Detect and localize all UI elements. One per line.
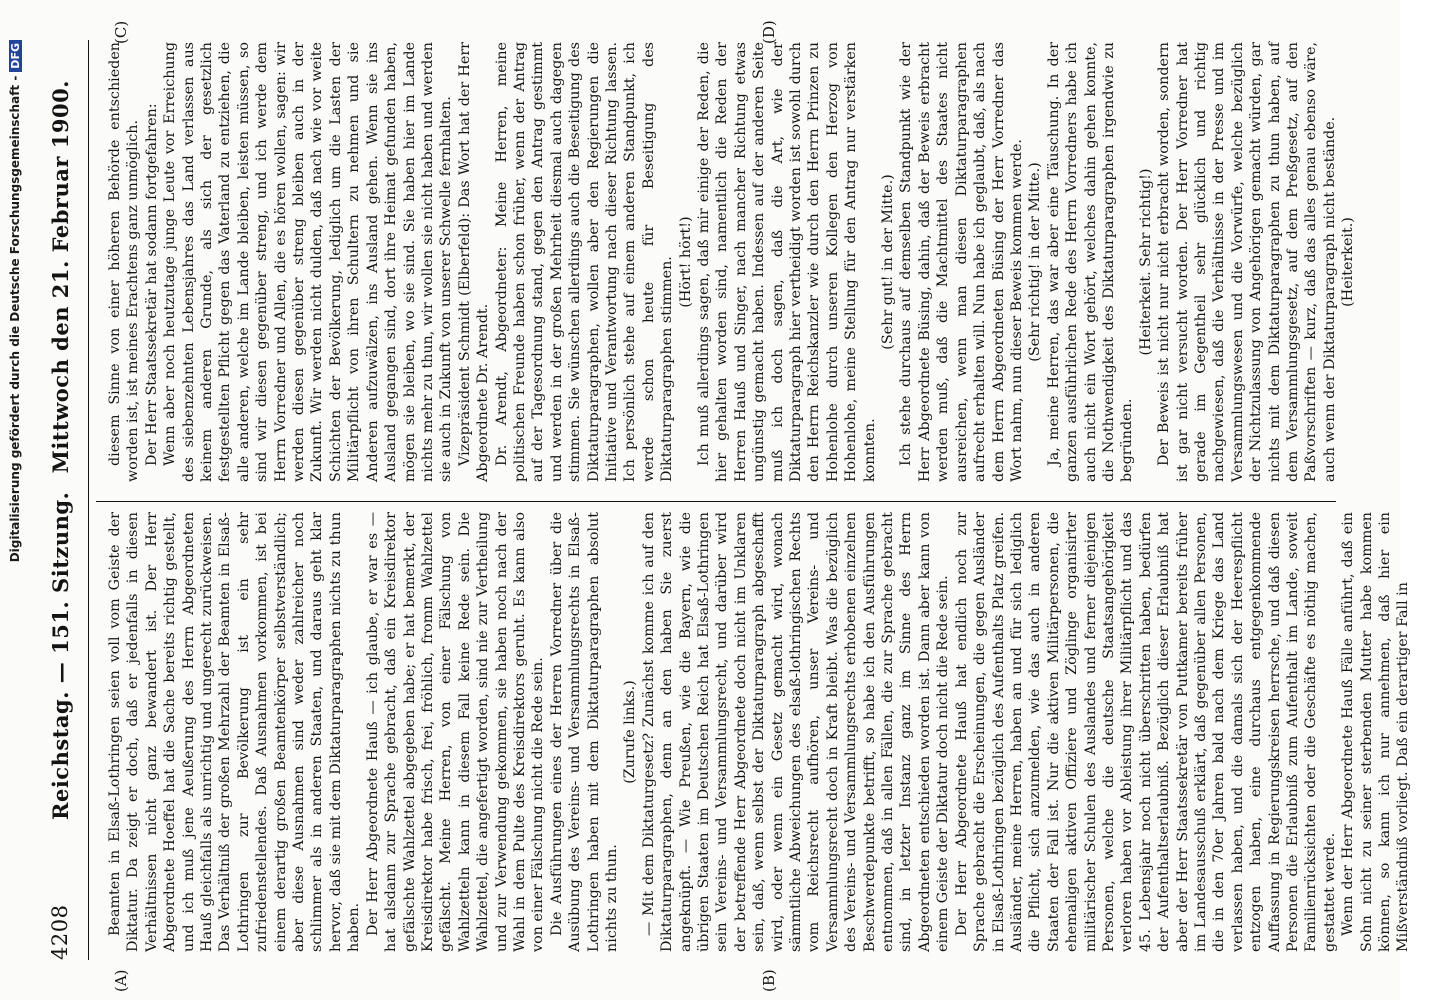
left-column: [106, 512, 1412, 952]
watermark-text: Digitalisierung gefördert durch die Deutsche Forschungsgemeinschaft -: [8, 75, 22, 563]
page-header: [44, 40, 84, 960]
interjection: (Heiterkeit.): [1340, 217, 1357, 307]
paragraph: Der Herr Abgeordnete Hauß — ich glaube, er war es — hat alsdann zur Sprache gebracht, daß ein Kreisdirektor gefälschte Wahlzettel abgegeben habe; er hat bemerkt, der Kreisdirektor habe frisch, frei, fröhlich, fromm Wahlzettel gefälscht. Meine Herren, von einer Fälschung von Wahlzetteln kann in diesem Fall keine Rede sein. Die Wahlzettel, die angefertigt worden, sind nie zur Vertheilung und zur Verwendung gekommen, sie haben noch nach der Wahl in dem Pulte des Kreisdirektors geruht. Es kann also von einer Fälschung nicht die Rede sein.: [364, 512, 547, 952]
margin-letter-d: (D): [760, 20, 778, 44]
dfg-watermark: [8, 40, 32, 960]
column-divider: [96, 501, 1336, 502]
header-rule: [88, 40, 89, 960]
paragraph: — Mit dem Diktaturgesetz? Zunächst komme ich auf den Diktaturparagraphen, denn an den haben Sie zuerst angeknüpft. — Wie Preußen, wie die Bayern, wie die übrigen Staaten im Deutschen Reich hat Elsaß-Lothringen sein Vereins- und Versammlungsrecht, und darüber wird der betreffende Herr Abgeordnete doch nicht im Unklaren sein, daß, wenn selbst der Diktaturparagraph abgeschafft wird, oder wenn ein Gesetz gemacht wird, wonach sämmtliche Abweichungen des elsaß-lothringischen Rechts vom Reichsrecht aufhören, unser Vereins- und Versammlungsrecht doch in Kraft bleibt. Was die bezüglich des Vereins- und Versammlungsrechts erhobenen einzelnen Beschwerdepunkte betrifft, so habe ich den Ausführungen entnommen, daß in allen Fällen, die zur Sprache gebracht sind, in letzter Instanz ganz im Sinne des Herrn Abgeordneten entschieden worden ist. Dann aber kann von einem Geiste der Diktatur doch nicht die Rede sein.: [640, 512, 952, 952]
paragraph: Die Ausführungen eines der Herren Vorredner über die Ausübung des Vereins- und Versammlungsrechts in Elsaß-Lothringen haben mit dem Diktaturparagraphen absolut nichts zu thun.: [548, 512, 620, 952]
margin-letter-a: (A): [112, 969, 130, 992]
speaker-paragraph: Vizepräsident Schmidt (Elberfeld): Das Wort hat der Herr Abgeordnete Dr. Arendt.: [456, 42, 492, 482]
interjection: (Sehr gut! in der Mitte.): [880, 174, 897, 350]
speaker-paragraph: Dr. Arendt, Abgeordneter: Meine Herren, meine politischen Freunde haben schon früher, wenn der Antrag auf der Tagesordnung stand, gegen den Antrag gestimmt und werden in der großen Mehrheit diesmal auch dagegen stimmen. Sie wünschen allerdings auch die Beseitigung des Diktaturparagraphen, wollen aber den Regierungen die Initiative und Verantwortung nach dieser Richtung lassen. Ich persönlich stehe auf einem anderen Standpunkt, ich werde schon heute für Beseitigung des Diktaturparagraphen stimmen.: [493, 42, 676, 482]
session-title: Reichstag. — 151. Sitzung.: [48, 491, 73, 820]
page-number: 4208: [48, 904, 72, 960]
quoted-paragraph: Wenn aber noch heutzutage junge Leute vor Erreichung des siebenzehnten Lebensjahres das Land verlassen aus keinem anderen Grunde, als sich der gesetzlich festgestellten Pflicht gegen das Vaterland zu entziehen, die alle anderen, welche im Lande bleiben, leisten müssen, so sind wir diesen gegenüber streng, und ich werde dem Herrn Vorredner und Allen, die es hören wollen, sagen: wir werden diesen gegenüber streng bleiben auch in der Zukunft. Wir werden nicht dulden, daß nach wie vor weite Schichten der Bevölkerung, lediglich um die Lasten der Militärpflicht von ihren Schultern zu nehmen und sie Anderen aufzuwälzen, ins Ausland gehen. Wenn sie ins Ausland gegangen sind, dort ihre Heimat gefunden haben, mögen sie bleiben, wo sie sind. Sie haben hier im Lande nichts mehr zu thun, wir wollen sie nicht haben und werden sie auch in Zukunft von unserer Schwelle fernhalten.: [162, 42, 455, 482]
session-date: Mittwoch den 21. Februar 1900.: [48, 80, 73, 474]
paragraph: Ja, meine Herren, das war aber eine Täuschung. In der ganzen ausführlichen Rede des Herrn Vorredners habe ich auch nicht ein Wort gehört, welches dahin gehen konnte, die Nothwendigkeit des Diktaturparagraphen irgendwie zu begründen.: [1045, 42, 1136, 482]
right-column: [106, 42, 1357, 482]
paragraph: Der Beweis ist nicht nur nicht erbracht worden, sondern ist gar nicht versucht worden. Der Herr Vorredner hat gerade im Gegentheil sehr glücklich und richtig nachgewiesen, daß die Verhältnisse in der Presse und im Versammlungswesen und die Vorwürfe, welche bezüglich der Nichtzulassung von Angehörigen gemacht würden, gar nichts mit dem Diktaturparagraphen zu thun haben, auf dem Versammlungsgesetz, auf dem Preßgesetz, auf den Paßvorschriften — kurz, daß das alles genau ebenso wäre, auch wenn der Diktaturparagraph nicht bestände.: [1156, 42, 1338, 482]
paragraph: Ich stehe durchaus auf demselben Standpunkt wie der Herr Abgeordnete Büsing, dahin, daß der Beweis erbracht werden muß, daß die Machtmittel des Staates nicht ausreichen, wenn man diesen Diktaturparagraphen aufrecht erhalten will. Nun habe ich geglaubt, daß, als nach dem Herrn Abgeordneten Büsing der Herr Vorredner das Wort nahm, nun dieser Beweis kommen werde.: [898, 42, 1025, 482]
paragraph: Wenn der Herr Abgeordnete Hauß Fälle anführt, daß ein Sohn nicht zu seiner sterbenden Mutter habe kommen können, so kann ich nur annehmen, daß hier ein Mißverständniß vorliegt. Daß ein derartiger Fall in: [1340, 512, 1412, 952]
interjection: (Hört! hört!): [677, 216, 694, 308]
interjection: (Zurufe links.): [622, 680, 639, 784]
paragraph: diesem Sinne von einer höheren Behörde entschieden worden ist, ist meines Erachtens ganz unmöglich.: [107, 42, 142, 482]
dfg-logo: DFG: [9, 40, 22, 72]
paragraph: Der Herr Abgeordnete Hauß hat endlich noch zur Sprache gebracht die Erscheinungen, die gegen Ausländer in Elsaß-Lothringen bezüglich des Aufenthalts Platz greifen. Ausländer, meine Herren, haben an und für sich lediglich die Pflicht, sich anzumelden, wie das auch in anderen Staaten der Fall ist. Nur die aktiven Militärpersonen, die ehemaligen aktiven Offiziere und Zöglinge organisirter militärischer Schulen des Auslandes und ferner diejenigen Personen, welche die deutsche Staatsangehörigkeit verloren haben vor Ableistung ihrer Militärpflicht und das 45. Lebensjahr noch nicht überschritten haben, bedürfen der Aufenthaltserlaubniß. Bezüglich dieser Erlaubniß hat aber der Herr Staatssekretär von Puttkamer bereits früher im Landesausschuß erklärt, daß gegenüber allen Personen, die in den 70er Jahren bald nach dem Kriege das Land verlassen haben, und die damals sich der Heerespflicht entzogen haben, eine durchaus entgegenkommende Auffassung in Regierungskreisen herrsche, und daß diesen Personen die Erlaubniß zum Aufenthalt im Lande, soweit Familienrücksichten oder die Geschäfte es nöthig machen, gestattet werde.: [953, 512, 1338, 952]
margin-letter-b: (B): [760, 969, 778, 992]
interjection: (Sehr richtig! in der Mitte.): [1027, 162, 1044, 362]
interjection: (Heiterkeit. Sehr richtig!): [1137, 168, 1154, 356]
paragraph: Ich muß allerdings sagen, daß mir einige der Reden, die hier gehalten worden sind, namentlich die Reden der Herren Hauß und Singer, nach mancher Richtung etwas ungünstig gemacht haben. Indessen auf der anderen Seite muß ich doch sagen, daß die Art, wie der Diktaturparagraph hier vertheidigt worden ist sowohl durch den Herrn Reichskanzler wie durch den Herrn Prinzen zu Hohenlohe durch unseren Kollegen den Herzog von Hohenlohe, meine Stellung für den Antrag nur verstärken konnten.: [696, 42, 878, 482]
margin-letter-c: (C): [112, 20, 130, 44]
paragraph: Der Herr Staatssekretär hat sodann fortgefahren:: [143, 103, 160, 466]
paragraph: Beamten in Elsaß-Lothringen seien voll vom Geiste der Diktatur. Da zeigt er doch, daß er jedenfalls in diesen Verhältnissen nicht ganz bewandert ist. Der Herr Abgeordnete Hoeffel hat die Sache bereits richtig gestellt, und ich muß jene Aeußerung des Herrn Abgeordneten Hauß gleichfalls als unrichtig und ungerecht zurückweisen. Das Verhältniß der großen Mehrzahl der Beamten in Elsaß-Lothringen zur Bevölkerung ist ein sehr zufriedenstellendes. Daß Ausnahmen vorkommen, ist bei einem derartig großen Beamtenkörper selbstverständlich; aber diese Ausnahmen sind weder zahlreicher noch schlimmer als in anderen Staaten, und daraus geht klar hervor, daß sie mit dem Diktaturparagraphen nichts zu thun haben.: [107, 512, 363, 952]
